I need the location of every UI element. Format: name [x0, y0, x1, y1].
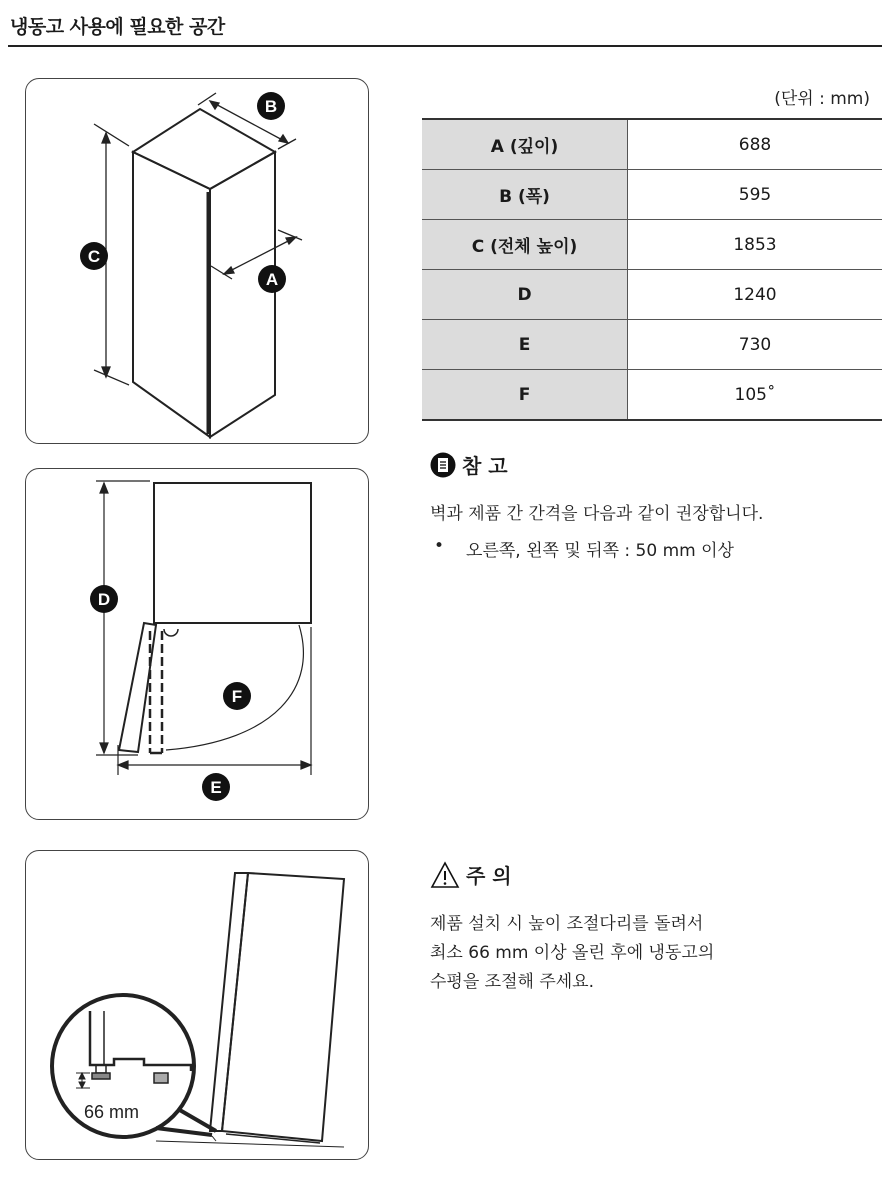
table-row	[422, 220, 882, 270]
dimension-label: F	[422, 370, 628, 421]
label-e-text: E	[210, 778, 222, 797]
table-row	[422, 370, 882, 421]
page-title: 냉동고 사용에 필요한 공간	[10, 16, 225, 38]
label-c-marker	[80, 242, 108, 270]
note-text: 벽과 제품 간 간격을 다음과 같이 권장합니다.	[430, 504, 764, 524]
dimension-value: 730	[628, 320, 883, 370]
caution-line: 제품 설치 시 높이 조절다리를 돌려서	[430, 914, 704, 934]
dimension-value: 1853	[628, 220, 883, 270]
dimensions-table	[422, 118, 882, 421]
note-heading-text: 참 고	[462, 454, 508, 478]
document-note-icon	[430, 452, 456, 478]
door-clearance-diagram	[26, 469, 368, 819]
note-bullet-text: 오른쪽, 왼쪽 및 뒤쪽 : 50 mm 이상	[466, 541, 734, 561]
table-row	[422, 320, 882, 370]
bullet-symbol: •	[434, 536, 445, 556]
caution-line: 수평을 조절해 주세요.	[430, 972, 595, 992]
unit-note: (단위 : mm)	[774, 89, 870, 109]
figure-door-clearance-panel	[25, 468, 369, 820]
dimension-label: D	[422, 270, 628, 320]
dimension-label: B (폭)	[422, 170, 628, 220]
dimension-value: 105˚	[628, 370, 883, 421]
caution-text	[430, 910, 714, 997]
dimension-label: E	[422, 320, 628, 370]
table-row	[422, 170, 882, 220]
dimension-value: 595	[628, 170, 883, 220]
note-heading	[430, 450, 508, 479]
label-c-text: C	[87, 247, 101, 266]
table-row	[422, 270, 882, 320]
label-a-text: A	[265, 270, 279, 289]
label-b-text: B	[264, 97, 278, 116]
dimension-label: A (깊이)	[422, 119, 628, 170]
table-row	[422, 119, 882, 170]
label-b-marker	[257, 92, 285, 120]
label-e-marker	[202, 773, 230, 801]
leveling-foot-diagram	[26, 851, 368, 1159]
figure-leveling-panel	[25, 850, 369, 1160]
figure-dimensions-panel	[25, 78, 369, 444]
note-bullet	[434, 536, 734, 561]
dimension-label: C (전체 높이)	[422, 220, 628, 270]
label-f-marker	[223, 682, 251, 710]
title-divider	[8, 45, 882, 47]
caution-heading	[430, 860, 512, 889]
label-d-text: D	[97, 590, 111, 609]
label-a-marker	[258, 265, 286, 293]
dimension-value: 688	[628, 119, 883, 170]
label-d-marker	[90, 585, 118, 613]
label-f-text: F	[231, 687, 243, 706]
caution-line: 최소 66 mm 이상 올린 후에 냉동고의	[430, 943, 715, 963]
leveling-measure-label: 66 mm	[84, 1102, 140, 1122]
freezer-isometric-diagram	[26, 79, 368, 443]
caution-heading-text: 주 의	[466, 864, 512, 888]
dimension-value: 1240	[628, 270, 883, 320]
warning-triangle-icon	[430, 861, 460, 889]
